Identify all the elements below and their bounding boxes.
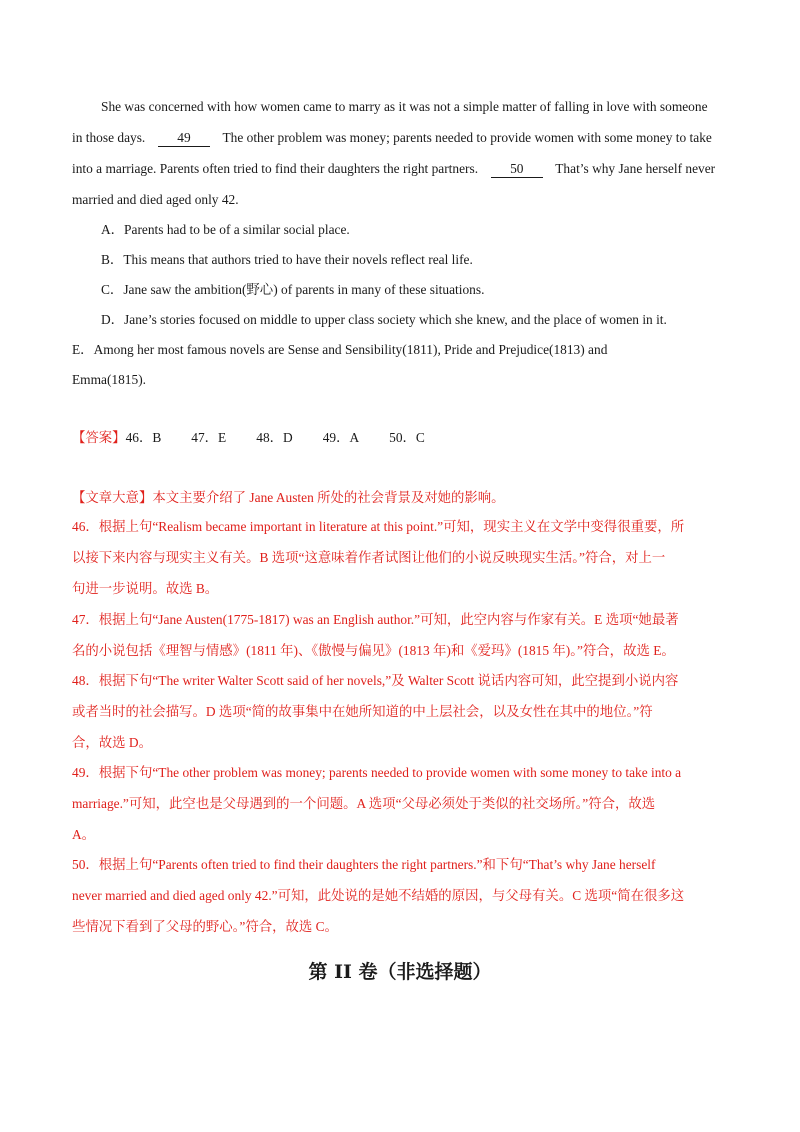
summary-line: 【文章大意】本文主要介绍了 Jane Austen 所处的社会背景及对她的影响。 <box>72 490 505 505</box>
answer-item: 47．E <box>191 430 227 445</box>
answer-item: 50．C <box>389 430 425 445</box>
passage-line-3 <box>72 159 715 179</box>
passage-text: That’s why Jane herself never <box>555 161 716 176</box>
passage-text: The other problem was money; parents needed to provide women with some money to take <box>222 130 712 145</box>
passage-text: into a marriage. Parents often tried to find their daughters the right partners. <box>72 161 479 176</box>
explanation-line: 或者当时的社会描写。D 选项“简的故事集中在她所知道的中上层社会，以及女性在其中的地位。”符 <box>72 704 653 719</box>
explanation-line: A。 <box>72 827 96 842</box>
passage-line-1: She was concerned with how women came to marry as it was not a simple matter of falling in love with someone <box>101 99 708 114</box>
option-b: B．This means that authors tried to have their novels reflect real life. <box>101 252 473 267</box>
explanation-line: 49．根据下句“The other problem was money; parents needed to provide women with some money to take into a <box>72 765 682 780</box>
option-e: E．Among her most famous novels are Sense and Sensibility(1811), Pride and Prejudice(1813) and <box>72 342 608 357</box>
explanation-line: 句进一步说明。故选 B。 <box>72 581 219 596</box>
explanation-line: 50．根据上句“Parents often tried to find their daughters the right partners.”和下句“That’s why Jane herself <box>72 857 656 872</box>
blank-50: 50 <box>491 160 543 178</box>
section-heading: 第 II 卷（非选择题） <box>308 961 492 983</box>
explanation-line: 些情况下看到了父母的野心。”符合，故选 C。 <box>72 919 338 934</box>
answer-label: 【答案】 <box>72 430 126 445</box>
explanation-line: 名的小说包括《理智与情感》(1811 年)、《傲慢与偏见》(1813 年)和《爱玛》(1815 年)。”符合，故选 E。 <box>72 643 675 658</box>
passage-line-4: married and died aged only 42. <box>72 192 239 207</box>
explanation-line: 48．根据下句“The writer Walter Scott said of her novels,”及 Walter Scott 说话内容可知，此空提到小说内容 <box>72 673 679 688</box>
option-e-continued: Emma(1815). <box>72 372 147 387</box>
passage-line-2 <box>72 128 712 148</box>
explanation-line: never married and died aged only 42.”可知，此处说的是她不结婚的原因，与父母有关。C 选项“简在很多这 <box>72 888 685 903</box>
explanation-line: marriage.”可知，此空也是父母遇到的一个问题。A 选项“父母必须处于类似的社交场所。”符合，故选 <box>72 796 656 811</box>
option-c: C．Jane saw the ambition(野心) of parents in many of these situations. <box>101 282 485 297</box>
blank-49: 49 <box>158 129 210 147</box>
option-a: A．Parents had to be of a similar social place. <box>101 222 350 237</box>
passage-text: in those days. <box>72 130 146 145</box>
answer-row <box>72 428 425 448</box>
answer-item: 46．B <box>125 430 162 445</box>
answer-item: 49．A <box>322 430 360 445</box>
explanation-line: 46．根据上句“Realism became important in literature at this point.”可知，现实主义在文学中变得很重要，所 <box>72 519 685 534</box>
explanation-line: 47．根据上句“Jane Austen(1775-1817) was an English author.”可知，此空内容与作家有关。E 选项“她最著 <box>72 612 679 627</box>
explanation-line: 以接下来内容与现实主义有关。B 选项“这意味着作者试图让他们的小说反映现实生活。”符合，对上一 <box>72 550 666 565</box>
option-d: D．Jane’s stories focused on middle to upper class society which she knew, and the place of women in it. <box>101 312 667 327</box>
explanation-line: 合，故选 D。 <box>72 735 152 750</box>
answer-item: 48．D <box>256 430 293 445</box>
